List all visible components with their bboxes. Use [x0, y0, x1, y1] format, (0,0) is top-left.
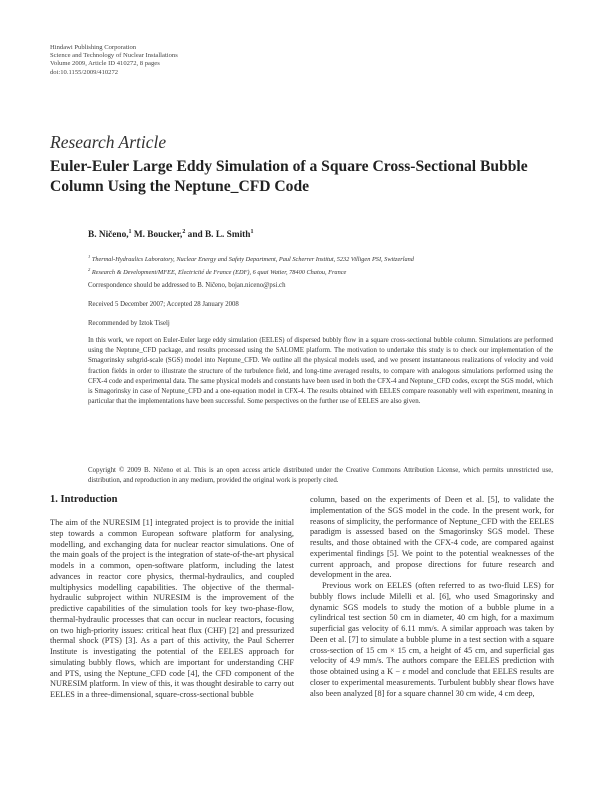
- body-column-left: [50, 518, 294, 788]
- author-affiliation-mark: 2: [182, 229, 186, 235]
- affiliation-number: 1: [88, 254, 91, 259]
- received-date: Received 5 December 2007; Accepted 28 January 2008: [88, 301, 239, 308]
- copyright-notice: Copyright © 2009 B. Ničeno et al. This is an open access article distributed under the Creative Commons Attribution License, which permits unrestricted use, distribution, and reproduction in any medium, provided the original work is properly cited.: [88, 467, 553, 485]
- paper-title: Euler-Euler Large Eddy Simulation of a Square Cross-Sectional Bubble Column Using the Neptune_CFD Code: [50, 158, 528, 195]
- paragraph: The aim of the NURESIM [1] integrated project is to provide the initial step towards a common European software platform for analysing, modelling, and exchanging data for nuclear reactor simulations. One of the main goals of the project is the integration of state-of-the-art physical models in a common, open-software platform, including the latest advances in reactor core physics, thermal-hydraulics, and coupled multiphysics modelling capabilities. The objective of the thermal-hydraulic subproject within NURESIM is the improvement of the predictive capabilities of the simulation tools for key two-phase-flow, thermal-hydraulic processes that can occur in nuclear reactors, focusing on two high-priority issues: critical heat flux (CHF) [2] and pressurized thermal shock (PTS) [3]. As a part of this activity, the Paul Scherrer Institute is investigating the potential of the EELES approach for simulating bubbly flows, which are important for understanding CHF and PTS, using the Neptune_CFD code [4], the CFD component of the NURESIM platform. In view of this, it was thought desirable to carry out EELES in a three-dimensional, square-cross-sectional bubble: [50, 518, 294, 699]
- author-name: and B. L. Smith: [187, 230, 251, 240]
- article-type: Research Article: [50, 132, 167, 152]
- affiliations: [88, 252, 414, 277]
- author-affiliation-mark: 1: [128, 229, 132, 235]
- publisher: Hindawi Publishing Corporation: [50, 44, 137, 51]
- section-heading: 1. Introduction: [50, 494, 118, 505]
- volume-info: Volume 2009, Article ID 410272, 8 pages: [50, 60, 160, 68]
- paragraph: Previous work on EELES (often referred to as two-fluid LES) for bubbly flows include Milelli et al. [6], who used Smagorinsky and dynamic SGS models to study the motion of a bubble plume in a cylindrical test section 50 cm in diameter, 40 cm high, for a maximum superficial gas velocity of 6.11 mm/s. A similar approach was taken by Deen et al. [7] to simulate a bubble plume in a test section with a square cross-section of 15 cm × 15 cm, a height of 45 cm, and superficial gas velocity of 4.9 mm/s. The authors compare the EELES prediction with those obtained using a K − ε model and conclude that EELES results are closer to experimental measurements. Turbulent bubbly shear flows have also been analyzed [8] for a square channel 30 cm wide, 4 cm deep,: [310, 581, 554, 698]
- recommended-by: Recommended by Iztok Tiselj: [88, 320, 170, 327]
- doi[interactable]: doi:10.1155/2009/410272: [50, 68, 119, 76]
- journal-name: Science and Technology of Nuclear Installations: [50, 52, 178, 60]
- author-name: M. Boucker,: [133, 230, 183, 240]
- affiliation-text: Research & Development/MFEE, Electricité de France (EDF), 6 quai Watier, 78400 Chatou, France: [91, 268, 347, 276]
- publication-info: [50, 44, 178, 77]
- author-affiliation-mark: 1: [250, 229, 254, 235]
- author-list: [88, 230, 253, 240]
- abstract: In this work, we report on Euler-Euler large eddy simulation (EELES) of dispersed bubbly flow in a square cross-sectional bubble column. Simulations are performed using the Neptune_CFD package, and results processed using the SALOME platform. The motivation to undertake this study is to check our implementation of the Smagorinsky subgrid-scale (SGS) model into Neptune_CFD. We outline all the physical models used, and we present instantaneous realizations of velocity and void fraction fields in order to illustrate the structure of the turbulence field, and long-time averaged results, to compare with analogous simulations performed using the CFX-4 code and experimental data. The same physical models and constants have been used in both the CFX-4 and Neptune_CFD codes, except the SGS model, which is Smagorinsky in case of Neptune_CFD and a one-equation model in CFX-4. The results obtained with EELES compare reasonably well with experiment, meaning in particular that the implementations have been successful. Some perspectives on the further use of EELES are also given.: [88, 337, 553, 406]
- affiliation-item: [88, 252, 414, 265]
- correspondence: Correspondence should be addressed to B. Ničeno, bojan.niceno@psi.ch: [88, 282, 286, 289]
- affiliation-text: Thermal-Hydraulics Laboratory, Nuclear Energy and Safety Department, Paul Scherrer Institut, 5232 Villigen PSI, Switzerland: [91, 256, 414, 264]
- affiliation-item: [88, 265, 414, 278]
- body-column-right: [310, 495, 554, 788]
- affiliation-number: 2: [88, 266, 91, 272]
- author-name: B. Ničeno,: [88, 230, 129, 240]
- paragraph: column, based on the experiments of Deen et al. [5], to validate the implementation of the SGS model in the code. In the present work, for reasons of simplicity, the performance of Neptune_CFD with the EELES paradigm is assessed based on the Smagorinsky SGS model. These results, and those obtained with the CFX-4 code, are compared against experimental findings [5]. We point to the potential weaknesses of the current approach, and propose directions for future research and development in the area.: [310, 495, 554, 580]
